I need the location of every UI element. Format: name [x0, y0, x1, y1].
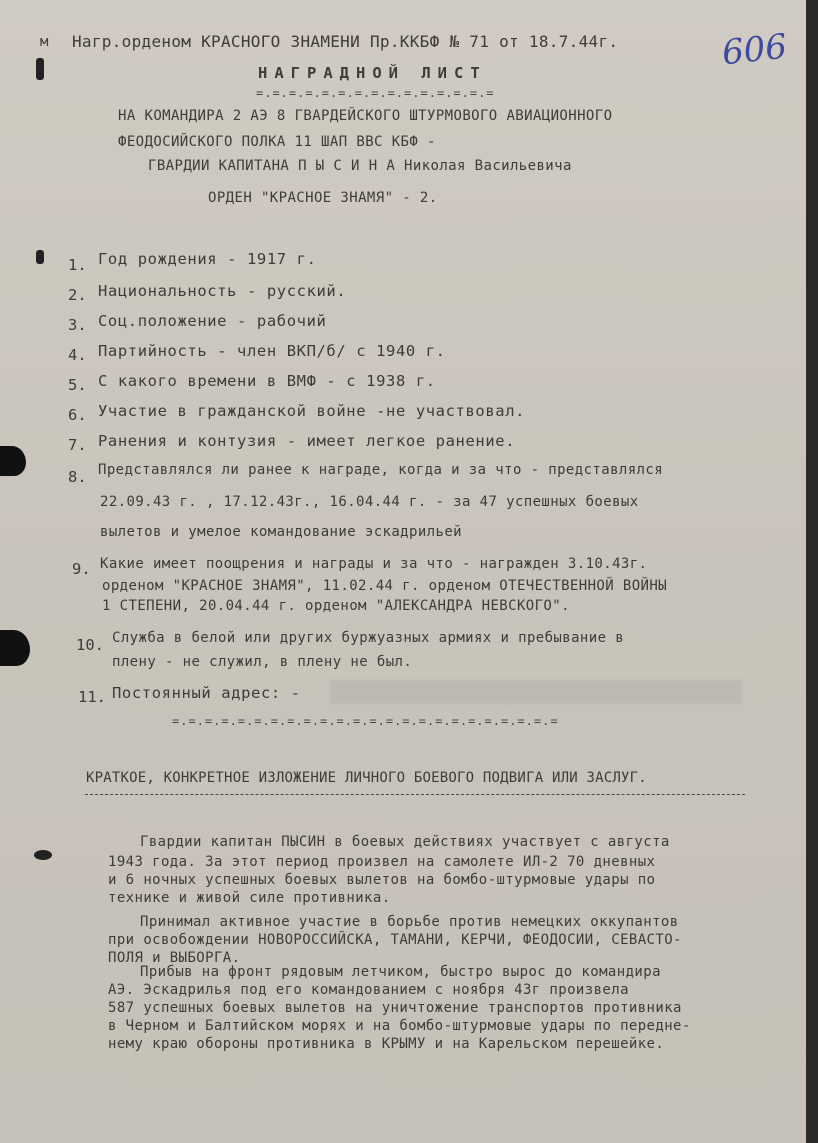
award-resolution: Нагр.орденом КРАСНОГО ЗНАМЕНИ Пр.ККБФ № 71 от 18.7.44г. [72, 32, 619, 51]
field-text: Ранения и контузия - имеет легкое ранение. [98, 432, 516, 450]
binding-mark [36, 58, 44, 80]
field-text: Год рождения - 1917 г. [98, 250, 317, 268]
title-rule: =.=.=.=.=.=.=.=.=.=.=.=.=.=.= [256, 86, 495, 100]
field-number: 3. [68, 316, 87, 334]
subject-line-3: ГВАРДИИ КАПИТАНА П Ы С И Н А Николая Васильевича [148, 158, 572, 174]
field-number: 2. [68, 286, 87, 304]
field-text: Национальность - русский. [98, 282, 347, 300]
narrative-line: при освобождении НОВОРОССИЙСКА, ТАМАНИ, КЕРЧИ, ФЕОДОСИИ, СЕВАСТО- [108, 932, 682, 948]
scan-edge [806, 0, 818, 1143]
field-text: Служба в белой или других буржуазных армиях и пребывание в [112, 630, 625, 646]
punch-hole [0, 630, 30, 666]
field-number: 4. [68, 346, 87, 364]
field-number: 6. [68, 406, 87, 424]
field-text: 1 СТЕПЕНИ, 20.04.44 г. орденом "АЛЕКСАНДРА НЕВСКОГО". [102, 598, 570, 614]
narrative-line: 587 успешных боевых вылетов на уничтожение транспортов противника [108, 1000, 682, 1016]
section-title-underline [85, 794, 745, 795]
subject-line-2: ФЕОДОСИЙСКОГО ПОЛКА 11 ШАП ВВС КБФ - [118, 134, 436, 150]
narrative-line: Прибыв на фронт рядовым летчиком, быстро вырос до командира [140, 964, 661, 980]
field-text: Партийность - член ВКП/б/ с 1940 г. [98, 342, 446, 360]
field-number: 5. [68, 376, 87, 394]
field-number: 9. [72, 560, 91, 578]
narrative-line: ПОЛЯ и ВЫБОРГА. [108, 950, 241, 966]
field-text: Соц.положение - рабочий [98, 312, 327, 330]
field-text: 22.09.43 г. , 17.12.43г., 16.04.44 г. - за 47 успешных боевых [100, 494, 639, 510]
field-text: плену - не служил, в плену не был. [112, 654, 413, 670]
section-title: КРАТКОЕ, КОНКРЕТНОЕ ИЗЛОЖЕНИЕ ЛИЧНОГО БОЕВОГО ПОДВИГА ИЛИ ЗАСЛУГ. [86, 770, 647, 786]
field-text: вылетов и умелое командование эскадрильей [100, 524, 462, 540]
field-number: 10. [76, 636, 104, 654]
section-rule: =.=.=.=.=.=.=.=.=.=.=.=.=.=.=.=.=.=.=.=.=.=.=.= [172, 714, 559, 728]
narrative-line: Принимал активное участие в борьбе против немецких оккупантов [140, 914, 679, 930]
narrative-line: технике и живой силе противника. [108, 890, 391, 906]
field-text: Какие имеет поощрения и награды и за что - награжден 3.10.43г. [100, 556, 648, 572]
field-number: 11. [78, 688, 106, 706]
narrative-line: нему краю обороны противника в КРЫМУ и на Карельском перешейке. [108, 1036, 665, 1052]
field-number: 8. [68, 468, 87, 486]
narrative-line: Гвардии капитан ПЫСИН в боевых действиях участвует с августа [140, 834, 670, 850]
field-text: Постоянный адрес: - [112, 684, 301, 702]
field-text: орденом "КРАСНОЕ ЗНАМЯ", 11.02.44 г. орденом ОТЕЧЕСТВЕННОЙ ВОЙНЫ [102, 578, 668, 594]
narrative-line: АЭ. Эскадрилья под его командованием с ноября 43г произвела [108, 982, 629, 998]
field-text: Представлялся ли ранее к награде, когда и за что - представлялся [98, 462, 664, 478]
punch-hole [0, 446, 26, 476]
field-text: Участие в гражданской войне -не участвовал. [98, 402, 526, 420]
binding-mark [34, 850, 52, 860]
narrative-line: 1943 года. За этот период произвел на самолете ИЛ-2 70 дневных [108, 854, 656, 870]
handwritten-number: 606 [720, 26, 789, 74]
redacted-address [330, 680, 742, 704]
order-line: ОРДЕН "КРАСНОЕ ЗНАМЯ" - 2. [208, 190, 438, 206]
field-text: С какого времени в ВМФ - с 1938 г. [98, 372, 436, 390]
field-number: 1. [68, 256, 87, 274]
margin-mark: м [40, 34, 50, 50]
field-number: 7. [68, 436, 87, 454]
document-title: НАГРАДНОЙ ЛИСТ [258, 64, 487, 82]
binding-mark [36, 250, 44, 264]
narrative-line: в Черном и Балтийском морях и на бомбо-штурмовые удары по передне- [108, 1018, 691, 1034]
subject-line-1: НА КОМАНДИРА 2 АЭ 8 ГВАРДЕЙСКОГО ШТУРМОВОГО АВИАЦИОННОГО [118, 108, 613, 124]
narrative-line: и 6 ночных успешных боевых вылетов на бомбо-штурмовые удары по [108, 872, 656, 888]
